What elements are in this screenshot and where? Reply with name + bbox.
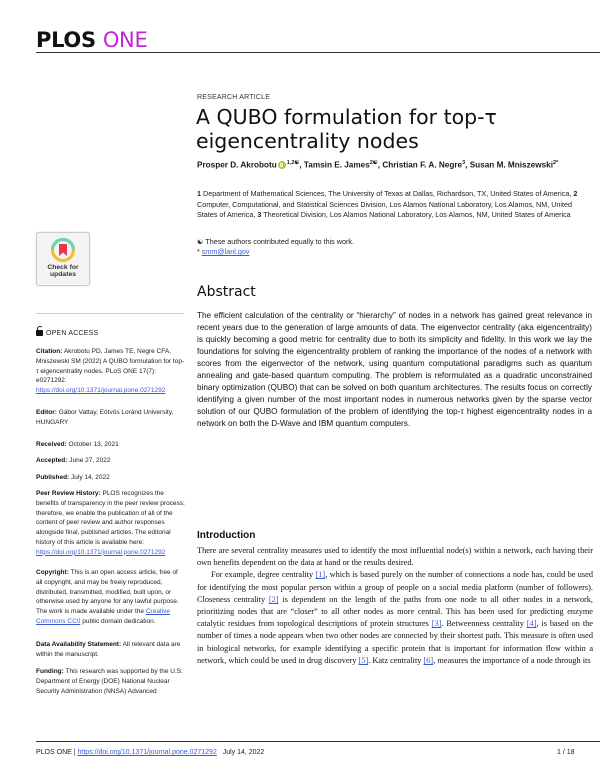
author-name[interactable]: Prosper D. Akrobotu — [197, 160, 277, 170]
received-date: Received: October 13, 2021 — [36, 441, 119, 448]
intro-paragraph-2: For example, degree centrality [1], which is based purely on the number of connections a node has, could be used for identifying the most popular person within a group of people on a social media platform (number of followers). Closeness centrality [2] is dependent on the length of the paths from one node to all other nodes in a network, prioritizing nodes that are “closer” to all other nodes as more central. This has been used for predicting enzyme catalytic residues from topological descriptions of protein structures [3]. Betweenness centrality [4], is based on the number of times a node appears when two other nodes are connected by their shortest path. This measure is often used in biological networks, for example identifying a specific protein that is important for information flow within a network, which could be used in drug discovery [5]. Katz centrality [6], measures the importance of a node through its — [197, 570, 593, 665]
affiliations: 1 Department of Mathematical Sciences, The University of Texas at Dallas, Richardson, TX, United States of America, 2 Computer, Computational, and Statistical Sciences Division, Los Alamos National Laboratory, Los Alamos, NM, United States of America, 3 Theoretical Division, Los Alamos National Laboratory, Los Alamos, NM, United States of America — [197, 189, 578, 219]
footer-doi-link[interactable]: https://doi.org/10.1371/journal.pone.0271292 — [77, 749, 217, 756]
author-notes: ☯ These authors contributed equally to this work. * smm@lanl.gov — [197, 237, 592, 257]
introduction-body — [197, 545, 593, 667]
footer-divider — [36, 741, 600, 742]
author-name[interactable]: Tamsin E. James — [303, 160, 370, 170]
check-for-updates-button[interactable] — [36, 232, 90, 286]
unlocked-padlock-icon — [36, 330, 43, 336]
journal-logo — [36, 28, 147, 52]
abstract-text: The efficient calculation of the centrality or “hierarchy” of nodes in a network has gained great relevance in recent years due to the generation of large amounts of data. The eigenvector centrality (aka eigencentrality) is quickly becoming a good metric for centrality due to both its simplicity and fidelity. In this work we lay the foundations for solving the eigencentrality problem of ranking the importance of the nodes of a network with scores from the eigenvector of the network, using quantum computational paradigms such as quantum annealing and gate-based quantum computing. The problem is reformulated as a quadratic unconstrained binary optimization (QUBO) that can be solved on both quantum architectures. The results focus on correctly identifying a given number of the most important nodes in numerous networks given by the sparse vector solution of our QUBO formulation of the problem of identifying the top-τ highest eigencentrality nodes in a network on both the D-Wave and IBM quantum computers. — [197, 311, 592, 428]
reference-link[interactable]: [3] — [431, 619, 442, 629]
editor-block: Editor: Gábor Vattay, Eötvös Loránd University, HUNGARY — [36, 409, 174, 426]
open-access-label: OPEN ACCESS — [36, 330, 98, 337]
check-for-updates-label: Check for updates — [47, 264, 79, 278]
author-name[interactable]: Susan M. Mniszewski — [469, 160, 553, 170]
peer-review-link[interactable]: https://doi.org/10.1371/journal.pone.0271292 — [36, 548, 166, 556]
citation-doi-link[interactable]: https://doi.org/10.1371/journal.pone.0271292 — [36, 387, 166, 395]
reference-link[interactable]: [6] — [423, 655, 434, 665]
article-type: RESEARCH ARTICLE — [197, 94, 271, 101]
header-divider — [36, 52, 600, 53]
copyright-block: Copyright: This is an open access article, free of all copyright, and may be freely reproduced, distributed, transmitted, modified, built upon, or otherwise used by anyone for any lawful purpose. The work is made available under the Creative Commons CC0 public domain dedication. — [36, 569, 179, 625]
check-for-updates-icon — [50, 237, 76, 263]
citation-block: Citation: Akrobotu PD, James TE, Negre CFA, Mniszewski SM (2022) A QUBO formulation for top-τ eigencentrality nodes. PLoS ONE 17(7): e0271292. https://doi.org/10.1371/journal.pone.0271292 — [36, 348, 185, 395]
page-footer — [36, 749, 575, 756]
data-availability-block: Data Availability Statement: All relevant data are within the manuscript. — [36, 641, 181, 658]
reference-link[interactable]: [5] — [358, 655, 369, 665]
footer-date: July 14, 2022 — [222, 749, 265, 756]
logo-one: ONE — [102, 28, 148, 52]
corresponding-email-link[interactable]: smm@lanl.gov — [201, 247, 250, 256]
article-title: A QUBO formulation for top-τ eigencentrality nodes — [196, 105, 497, 153]
funding-block: Funding: This research was supported by the U.S. Department of Energy (DOE) National Nuclear Security Administration (NNSA) Advanced — [36, 668, 183, 695]
page-number: 1 / 18 — [557, 749, 575, 756]
orcid-icon[interactable] — [278, 161, 286, 169]
logo-plos: PLOS — [36, 28, 96, 52]
reference-link[interactable]: [1] — [315, 570, 326, 580]
introduction-heading: Introduction — [197, 530, 256, 541]
footer-journal: PLOS ONE | — [36, 749, 78, 756]
reference-link[interactable]: [2] — [268, 594, 279, 604]
published-date: Published: July 14, 2022 — [36, 474, 110, 481]
equal-contribution-note: ☯ These authors contributed equally to this work. — [197, 237, 354, 246]
intro-paragraph-1: There are several centrality measures used to identify the most influential node(s) within a network, each having their own benefits dependent on the data at hand or the results desired. — [197, 546, 593, 568]
peer-review-block: Peer Review History: PLOS recognizes the benefits of transparency in the peer review process; therefore, we enable the publication of all of the content of peer review and author responses alongside final, published articles. The editorial history of this article is available here: https://doi.org/10.1371/journal.pone.0271292 — [36, 490, 185, 556]
author-name[interactable]: Christian F. A. Negre — [382, 160, 463, 170]
author-list: Prosper D. Akrobotu $^{1,2☯}$, Tamsin E. James$^{2☯}$, Christian F. A. Negre$^3$, Susan M. Mniszewski$^{2*}$ — [197, 160, 559, 170]
reference-link[interactable]: [4] — [526, 619, 537, 629]
sidebar-divider — [36, 313, 184, 314]
accepted-date: Accepted: June 27, 2022 — [36, 457, 111, 464]
abstract-heading: Abstract — [197, 284, 256, 300]
creative-commons-link[interactable]: Creative Commons CC0 — [36, 608, 171, 625]
